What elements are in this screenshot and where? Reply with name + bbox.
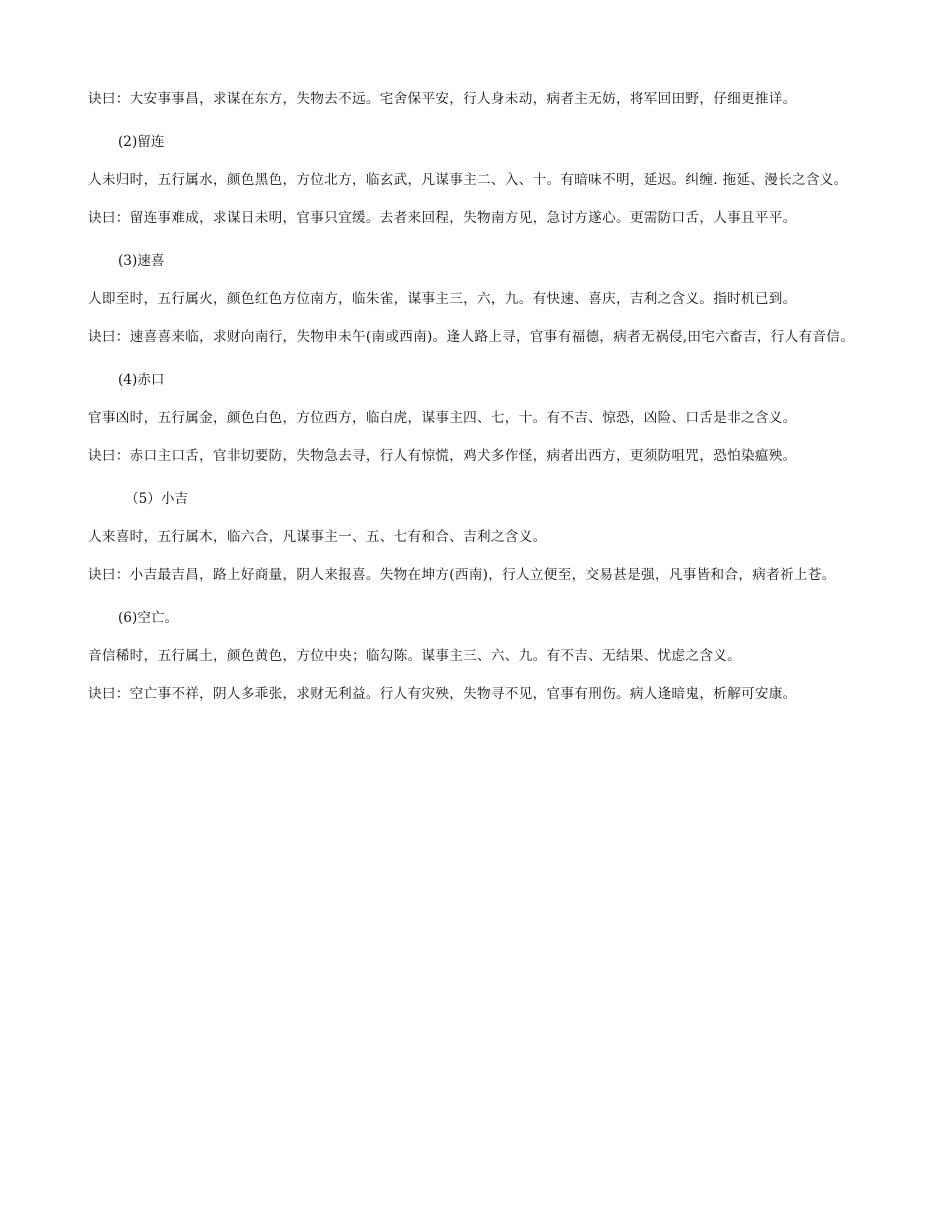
verse-liu-lian: 诀曰：留连事难成，求谋日未明，官事只宜缓。去者来回程，失物南方见，急讨方遂心。更需防口舌，人事且平平。 [88,210,797,226]
heading-xiao-ji: （5）小吉 [125,491,189,507]
verse-su-xi: 诀曰：速喜喜来临，求财向南行，失物申未午(南或西南)。逢人路上寻，官事有福德，病者无祸侵,田宅六畜吉，行人有音信。 [88,329,855,345]
desc-chi-kou: 官事凶时，五行属金，颜色白色，方位西方，临白虎，谋事主四、七，十。有不吉、惊恐，凶险、口舌是非之含义。 [88,410,797,426]
desc-kong-wang: 音信稀时，五行属土，颜色黄色，方位中央；临勾陈。谋事主三、六、九。有不吉、无结果、忧虑之含义。 [88,648,742,664]
verse-xiao-ji: 诀曰：小吉最吉昌，路上好商量，阴人来报喜。失物在坤方(西南)，行人立便至，交易甚是强，凡事皆和合，病者祈上苍。 [88,567,836,583]
desc-liu-lian: 人未归时，五行属水，颜色黑色，方位北方，临玄武，凡谋事主二、入、十。有暗味不明，延迟。纠缠. 拖延、漫长之含义。 [88,172,848,188]
heading-liu-lian: (2)留连 [118,134,165,150]
verse-da-an: 诀曰：大安事事昌，求谋在东方，失物去不远。宅舍保平安，行人身未动，病者主无妨，将军回田野，仔细更推详。 [88,91,797,107]
desc-xiao-ji: 人来喜时，五行属木，临六合，凡谋事主一、五、七有和合、吉利之含义。 [88,529,547,545]
verse-kong-wang: 诀曰：空亡事不祥，阴人多乖张，求财无利益。行人有灾殃，失物寻不见，官事有刑伤。病人逢暗鬼，析解可安康。 [88,686,797,702]
heading-chi-kou: (4)赤口 [118,372,165,388]
heading-su-xi: (3)速喜 [118,253,165,269]
verse-chi-kou: 诀曰：赤口主口舌，官非切要防，失物急去寻，行人有惊慌，鸡犬多作怪，病者出西方，更须防咀咒，恐怕染瘟殃。 [88,448,797,464]
desc-su-xi: 人即至时，五行属火，颜色红色方位南方，临朱雀，谋事主三，六，九。有快速、喜庆，吉利之含义。指时机已到。 [88,291,797,307]
document-body [88,91,856,702]
heading-kong-wang: (6)空亡。 [118,610,179,626]
